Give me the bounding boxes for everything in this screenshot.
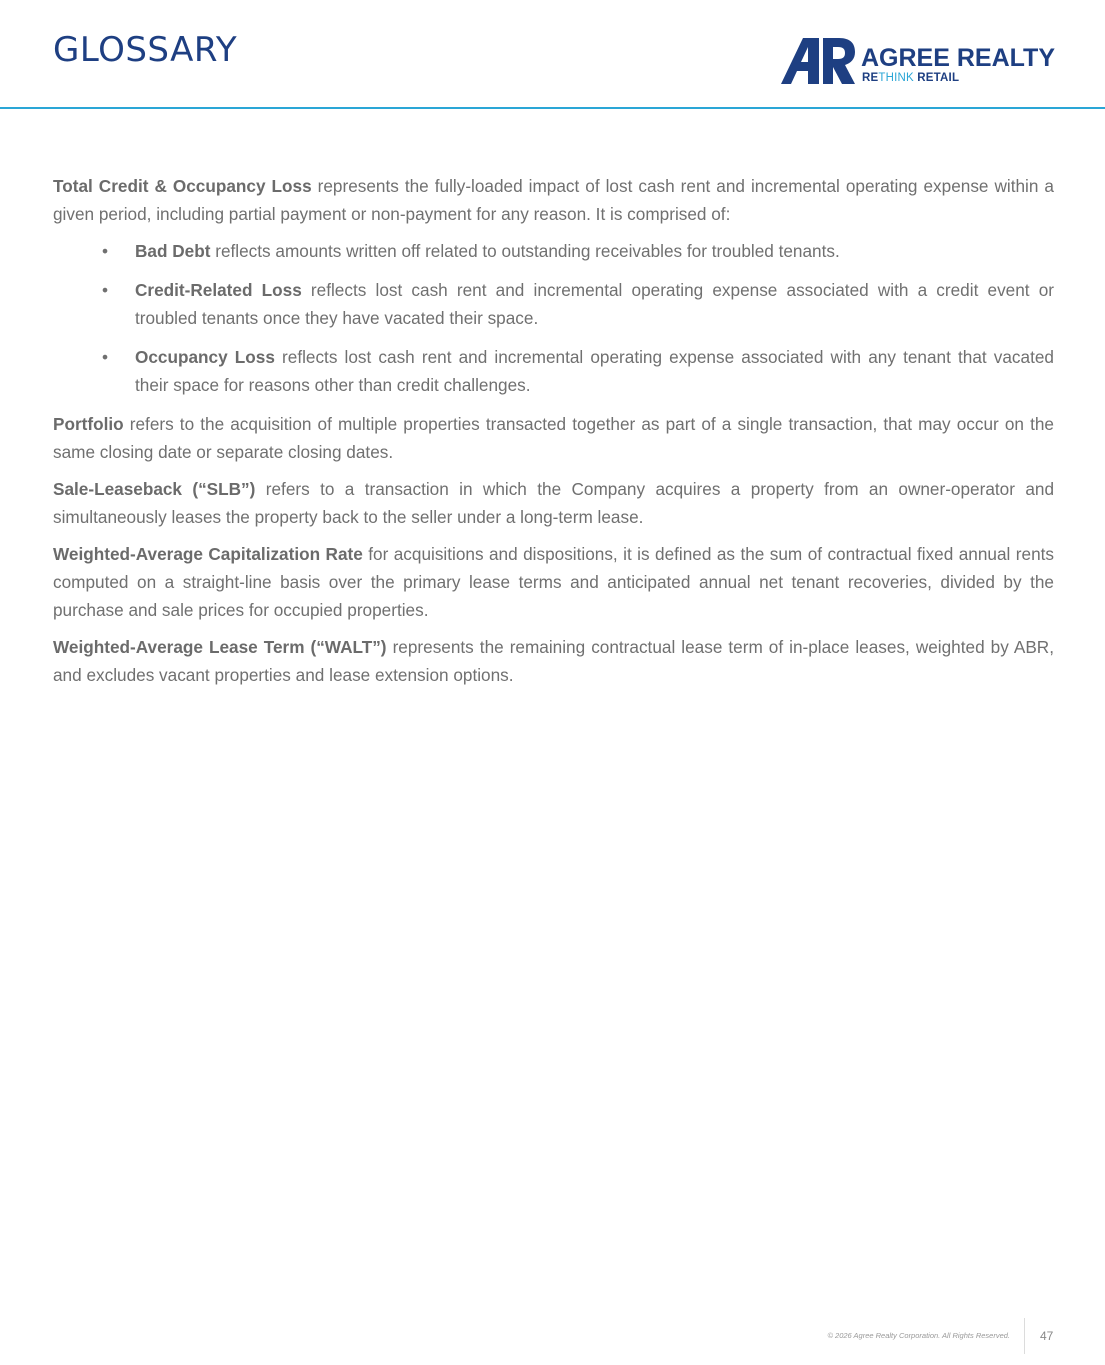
bullet-icon: • — [102, 241, 109, 261]
glossary-entry-cap-rate: Weighted-Average Capitalization Rate for acquisitions and dispositions, it is defined as the sum of contractual fixed annual rents computed on a straight-line basis over the primary lease terms and anticipated annual net tenant recoveries, divided by the purchase and sale prices for occupied properties. — [53, 544, 1054, 620]
logo-wordmark: AGREE REALTY — [861, 44, 1055, 72]
copyright-notice: © 2026 Agree Realty Corporation. All Rights Reserved. — [827, 1331, 1010, 1340]
list-item: • Credit-Related Loss reflects lost cash rent and incremental operating expense associated with a credit event or troubled tenants once they have vacated their space. — [53, 276, 1054, 332]
glossary-entry-walt: Weighted-Average Lease Term (“WALT”) represents the remaining contractual lease term of in-place leases, weighted by ABR, and excludes vacant properties and lease extension options. — [53, 637, 1054, 685]
glossary-entry-portfolio: Portfolio refers to the acquisition of multiple properties transacted together as part of a single transaction, that may occur on the same closing date or separate closing dates. — [53, 414, 1054, 462]
page-header — [0, 0, 1105, 110]
page-title: GLOSSARY — [53, 30, 238, 70]
company-logo — [781, 38, 1061, 86]
header-divider — [0, 107, 1105, 109]
ar-monogram-icon — [781, 38, 855, 84]
list-item: • Occupancy Loss reflects lost cash rent and incremental operating expense associated with any tenant that vacated their space for reasons other than credit challenges. — [53, 343, 1054, 399]
bullet-icon: • — [102, 347, 109, 367]
bullet-icon: • — [102, 280, 109, 300]
page-number: 47 — [1040, 1329, 1054, 1343]
glossary-entry-slb: Sale-Leaseback (“SLB”) refers to a transaction in which the Company acquires a property from an owner-operator and simultaneously leases the property back to the seller under a long-term lease. — [53, 479, 1054, 527]
list-item: • Bad Debt reflects amounts written off related to outstanding receivables for troubled tenants. — [53, 237, 1054, 265]
glossary-body — [53, 172, 1054, 698]
loss-components-list — [53, 237, 1054, 399]
glossary-entry-total-credit: Total Credit & Occupancy Loss represents the fully-loaded impact of lost cash rent and incremental operating expense within a given period, including partial payment or non-payment for any reason. It is comprised of: — [53, 176, 1054, 224]
logo-tagline: RETHINK RETAIL — [862, 72, 960, 84]
footer-divider — [1024, 1318, 1025, 1354]
